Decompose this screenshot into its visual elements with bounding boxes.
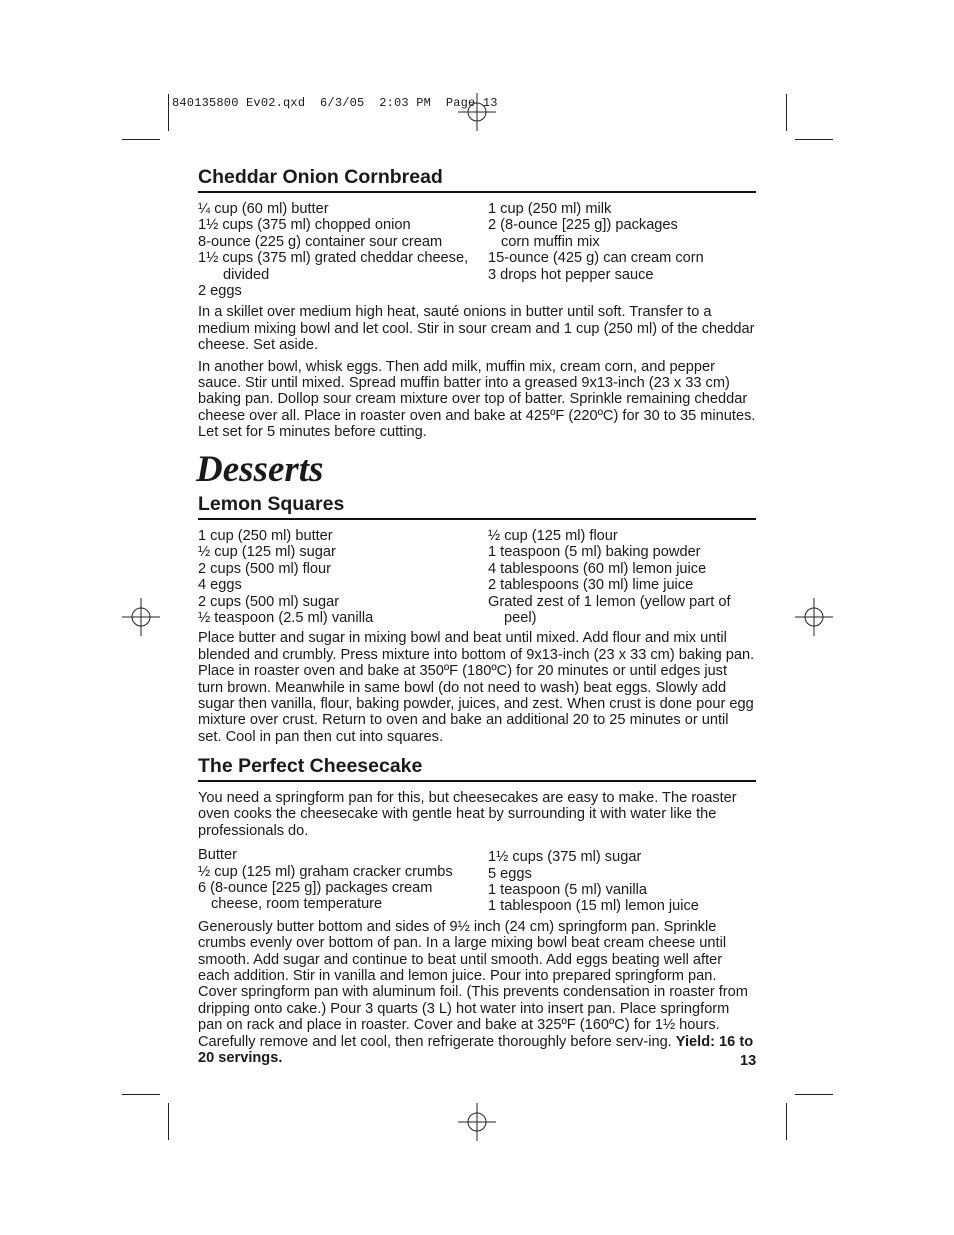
recipe-title: Lemon Squares <box>198 492 756 520</box>
ingredient: 1½ cups (375 ml) sugar <box>488 849 642 866</box>
ingredient-list <box>198 847 756 915</box>
page-number: 13 <box>740 1053 757 1069</box>
registration-mark-bottom <box>458 1103 496 1141</box>
registration-mark-top <box>458 93 496 131</box>
instruction-paragraph: In a skillet over medium high heat, sauté onions in butter until soft. Transfer to a medium mixing bowl and let cool. Stir in sour cream and 1 cup (250 ml) of the cheddar cheese. Set aside. <box>198 304 755 354</box>
ingredient: 2 (8-ounce [225 g]) packages corn muffin mix <box>488 217 678 250</box>
ingredient: 4 eggs <box>198 577 242 594</box>
registration-mark-right <box>795 598 833 636</box>
ingredient: 1 tablespoon (15 ml) lemon juice <box>488 898 699 915</box>
ingredient: 4 tablespoons (60 ml) lemon juice <box>488 560 707 577</box>
instruction-paragraph <box>198 919 756 1067</box>
ingredient: 2 tablespoons (30 ml) lime juice <box>488 577 694 594</box>
ingredient-column-right <box>488 847 756 915</box>
ingredient: ½ teaspoon (2.5 ml) vanilla <box>198 610 374 627</box>
recipe-cheesecake <box>198 754 756 1067</box>
ingredient: 2 eggs <box>198 283 242 300</box>
section-title: Desserts <box>196 449 324 490</box>
yield-text: Yield: 16 to 20 servings. <box>198 1033 754 1067</box>
printer-slug: 840135800 Ev02.qxd 6/3/05 2:03 PM Page 13 <box>172 96 498 110</box>
ingredient-column-left <box>198 528 488 626</box>
ingredient: 6 (8-ounce [225 g]) packages cream cheese, room temperature <box>198 880 433 913</box>
registration-mark-left <box>122 598 160 636</box>
ingredient: Grated zest of 1 lemon (yellow part of peel) <box>488 593 731 627</box>
ingredient-column-left <box>198 847 488 915</box>
ingredient: 2 cups (500 ml) sugar <box>198 593 340 610</box>
intro-paragraph: You need a springform pan for this, but cheesecakes are easy to make. The roaster oven cooks the cheesecake with gentle heat by surrounding it with water like the professionals do. <box>198 790 737 839</box>
ingredient: 1 teaspoon (5 ml) baking powder <box>488 544 701 561</box>
recipe-cornbread <box>198 165 756 441</box>
ingredient: 1½ cups (375 ml) grated cheddar cheese, divided <box>198 250 469 283</box>
ingredient: 5 eggs <box>488 865 532 882</box>
recipe-title: The Perfect Cheesecake <box>198 754 756 782</box>
ingredient-column-right <box>488 528 756 626</box>
ingredient-list <box>198 528 756 626</box>
ingredient: 2 cups (500 ml) flour <box>198 560 332 577</box>
instruction-paragraph: Place butter and sugar in mixing bowl and beat until mixed. Add flour and mix until blended and crumbly. Press mixture into bottom of 9x13-inch (23 x 33 cm) baking pan. Place in roaster oven and bake at 350ºF (180ºC) for 20 minutes or until edges just turn brown. Meanwhile in same bowl (do not need to wash) beat eggs. Slowly add sugar then vanilla, flour, baking powder, juices, and zest. When crust is done pour egg mixture over crust. Return to oven and bake an additional 20 to 25 minutes or until set. Cool in pan then cut into squares. <box>198 630 755 745</box>
ingredient: Butter <box>198 847 237 864</box>
ingredient: ¼ cup (60 ml) butter <box>198 201 329 217</box>
ingredient: 3 drops hot pepper sauce <box>488 266 654 283</box>
recipe-title: Cheddar Onion Cornbread <box>198 165 756 193</box>
ingredient: 1 cup (250 ml) butter <box>198 528 333 544</box>
ingredient-list <box>198 201 756 299</box>
ingredient: 1 cup (250 ml) milk <box>488 201 612 217</box>
ingredient: 1 teaspoon (5 ml) vanilla <box>488 882 647 899</box>
ingredient: 8-ounce (225 g) container sour cream <box>198 233 443 250</box>
instruction-paragraph: In another bowl, whisk eggs. Then add milk, muffin mix, cream corn, and pepper sauce. Stir until mixed. Spread muffin batter into a greased 9x13-inch (23 x 33 cm) baking pan. Dollop sour cream mixture over top of batter. Sprinkle remaining cheddar cheese over all. Place in roaster oven and bake at 425ºF (220ºC) for 30 to 35 minutes. Let set for 5 minutes before cutting. <box>198 358 756 441</box>
ingredient-column-left <box>198 201 488 299</box>
instruction-text: Generously butter bottom and sides of 9½ inch (24 cm) springform pan. Sprinkle crumbs evenly over bottom of pan. In a large mixing bowl beat cream cheese until smooth. Add sugar and continue to beat until smooth. Add eggs beating well after each addition. Stir in vanilla and lemon juice. Pour into prepared springform pan. Cover springform pan with aluminum foil. (This prevents condensation in roaster from dripping onto cake.) Pour 3 quarts (3 L) hot water into insert pan. Place springform pan on rack and place in roaster. Cover and bake at 325ºF (160ºC) for 1½ hours. Carefully remove and let cool, then refrigerate thoroughly before serv-ing. <box>198 918 748 1050</box>
recipe-lemon-squares <box>198 492 756 745</box>
ingredient: ½ cup (125 ml) sugar <box>198 544 336 561</box>
ingredient: 1½ cups (375 ml) chopped onion <box>198 217 411 234</box>
ingredient: 15-ounce (425 g) can cream corn <box>488 250 704 267</box>
ingredient: ½ cup (125 ml) flour <box>488 528 618 544</box>
ingredient-column-right <box>488 201 756 299</box>
ingredient: ½ cup (125 ml) graham cracker crumbs <box>198 863 453 880</box>
